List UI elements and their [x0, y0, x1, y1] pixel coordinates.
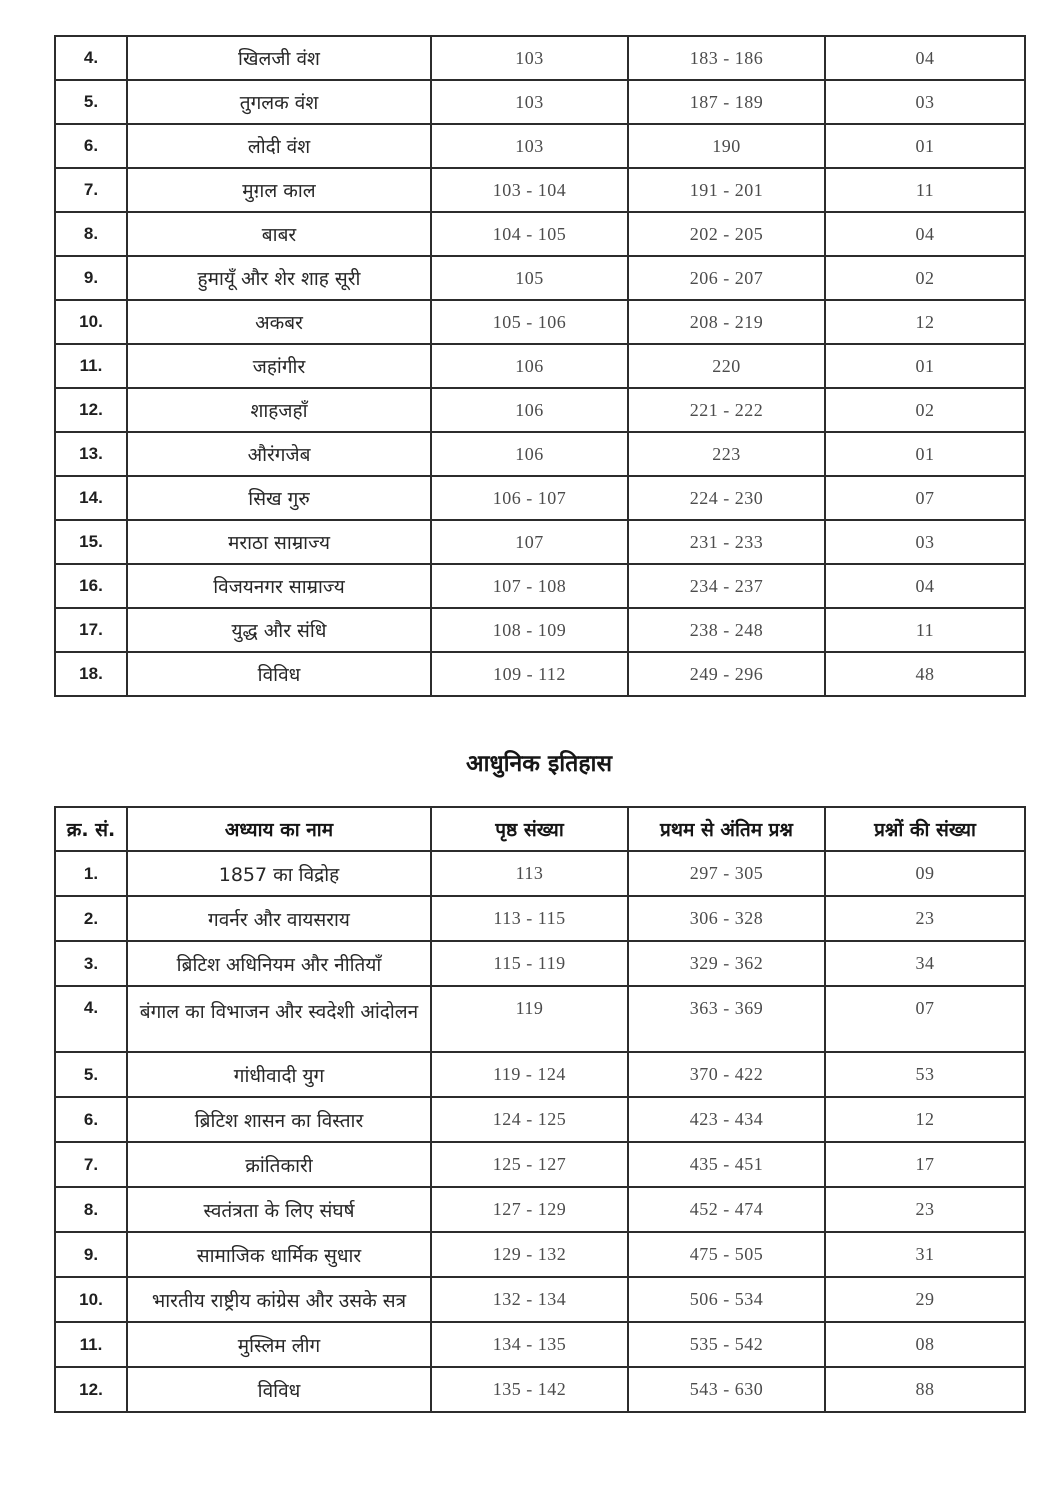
question-count: 04 [825, 36, 1025, 80]
table-row [55, 432, 1025, 476]
table-row [55, 652, 1025, 696]
chapter-name: मराठा साम्राज्य [127, 520, 431, 564]
page-range: 105 - 106 [431, 300, 628, 344]
serial-number: 4. [55, 36, 127, 80]
page-range: 106 - 107 [431, 476, 628, 520]
question-count: 29 [825, 1277, 1025, 1322]
header-row [55, 807, 1025, 851]
serial-number: 9. [55, 1232, 127, 1277]
serial-number: 3. [55, 941, 127, 986]
question-count: 34 [825, 941, 1025, 986]
serial-number: 12. [55, 1367, 127, 1412]
chapter-name: शाहजहाँ [127, 388, 431, 432]
question-range: 249 - 296 [628, 652, 825, 696]
chapter-name: जहांगीर [127, 344, 431, 388]
chapter-name: गवर्नर और वायसराय [127, 896, 431, 941]
question-count: 08 [825, 1322, 1025, 1367]
page-range: 104 - 105 [431, 212, 628, 256]
table-row [55, 212, 1025, 256]
question-range: 190 [628, 124, 825, 168]
question-range: 543 - 630 [628, 1367, 825, 1412]
question-count: 11 [825, 168, 1025, 212]
question-count: 02 [825, 388, 1025, 432]
header-page-number: पृष्ठ संख्या [431, 807, 628, 851]
chapter-name: 1857 का विद्रोह [127, 851, 431, 896]
chapter-name: ब्रिटिश शासन का विस्तार [127, 1097, 431, 1142]
page-range: 134 - 135 [431, 1322, 628, 1367]
question-count: 04 [825, 564, 1025, 608]
table-row [55, 851, 1025, 896]
question-range: 187 - 189 [628, 80, 825, 124]
table-row [55, 1097, 1025, 1142]
table-row [55, 1187, 1025, 1232]
table-row [55, 1052, 1025, 1097]
table-row [55, 1232, 1025, 1277]
table-row [55, 344, 1025, 388]
page-range: 106 [431, 388, 628, 432]
chapter-name: सामाजिक धार्मिक सुधार [127, 1232, 431, 1277]
page-range: 108 - 109 [431, 608, 628, 652]
question-count: 17 [825, 1142, 1025, 1187]
serial-number: 13. [55, 432, 127, 476]
question-count: 04 [825, 212, 1025, 256]
question-count: 88 [825, 1367, 1025, 1412]
header-chapter-name: अध्याय का नाम [127, 807, 431, 851]
serial-number: 4. [55, 986, 127, 1052]
page-range: 135 - 142 [431, 1367, 628, 1412]
table-row [55, 168, 1025, 212]
chapter-name: औरंगजेब [127, 432, 431, 476]
page-range: 103 [431, 124, 628, 168]
chapter-name: अकबर [127, 300, 431, 344]
table-row [55, 256, 1025, 300]
question-range: 306 - 328 [628, 896, 825, 941]
serial-number: 5. [55, 80, 127, 124]
page-range: 113 [431, 851, 628, 896]
question-count: 01 [825, 432, 1025, 476]
serial-number: 8. [55, 212, 127, 256]
question-range: 363 - 369 [628, 986, 825, 1052]
question-count: 12 [825, 300, 1025, 344]
chapter-name: मुस्लिम लीग [127, 1322, 431, 1367]
question-count: 02 [825, 256, 1025, 300]
question-range: 220 [628, 344, 825, 388]
chapter-name: ब्रिटिश अधिनियम और नीतियाँ [127, 941, 431, 986]
page-range: 107 [431, 520, 628, 564]
chapter-name: गांधीवादी युग [127, 1052, 431, 1097]
chapter-name: सिख गुरु [127, 476, 431, 520]
serial-number: 16. [55, 564, 127, 608]
medieval-history-table [54, 35, 1026, 697]
question-range: 202 - 205 [628, 212, 825, 256]
chapter-name: तुगलक वंश [127, 80, 431, 124]
serial-number: 15. [55, 520, 127, 564]
chapter-name: विविध [127, 652, 431, 696]
serial-number: 5. [55, 1052, 127, 1097]
question-count: 01 [825, 344, 1025, 388]
question-range: 329 - 362 [628, 941, 825, 986]
serial-number: 6. [55, 1097, 127, 1142]
question-range: 452 - 474 [628, 1187, 825, 1232]
question-range: 506 - 534 [628, 1277, 825, 1322]
question-count: 31 [825, 1232, 1025, 1277]
page-range: 103 [431, 36, 628, 80]
table-row [55, 520, 1025, 564]
chapter-name: युद्ध और संधि [127, 608, 431, 652]
question-range: 535 - 542 [628, 1322, 825, 1367]
modern-history-table [54, 806, 1026, 1413]
serial-number: 10. [55, 1277, 127, 1322]
page-range: 124 - 125 [431, 1097, 628, 1142]
question-range: 475 - 505 [628, 1232, 825, 1277]
question-count: 23 [825, 1187, 1025, 1232]
question-range: 224 - 230 [628, 476, 825, 520]
page-range: 132 - 134 [431, 1277, 628, 1322]
table-row [55, 300, 1025, 344]
page-range: 106 [431, 344, 628, 388]
serial-number: 10. [55, 300, 127, 344]
question-count: 09 [825, 851, 1025, 896]
question-count: 03 [825, 80, 1025, 124]
header-question-count: प्रश्नों की संख्या [825, 807, 1025, 851]
table-row [55, 124, 1025, 168]
table-row [55, 36, 1025, 80]
header-question-range: प्रथम से अंतिम प्रश्न [628, 807, 825, 851]
question-range: 231 - 233 [628, 520, 825, 564]
question-count: 11 [825, 608, 1025, 652]
serial-number: 1. [55, 851, 127, 896]
serial-number: 18. [55, 652, 127, 696]
chapter-name: बंगाल का विभाजन और स्वदेशी आंदोलन [127, 986, 431, 1052]
question-range: 370 - 422 [628, 1052, 825, 1097]
table-row [55, 388, 1025, 432]
question-range: 238 - 248 [628, 608, 825, 652]
page-range: 103 [431, 80, 628, 124]
page-range: 113 - 115 [431, 896, 628, 941]
table-row [55, 476, 1025, 520]
question-count: 12 [825, 1097, 1025, 1142]
table-row [55, 608, 1025, 652]
serial-number: 2. [55, 896, 127, 941]
question-count: 07 [825, 986, 1025, 1052]
table-row [55, 941, 1025, 986]
page-range: 115 - 119 [431, 941, 628, 986]
question-range: 191 - 201 [628, 168, 825, 212]
question-count: 48 [825, 652, 1025, 696]
page-range: 109 - 112 [431, 652, 628, 696]
question-range: 423 - 434 [628, 1097, 825, 1142]
page-range: 127 - 129 [431, 1187, 628, 1232]
serial-number: 9. [55, 256, 127, 300]
question-count: 07 [825, 476, 1025, 520]
serial-number: 8. [55, 1187, 127, 1232]
chapter-name: विजयनगर साम्राज्य [127, 564, 431, 608]
page-range: 125 - 127 [431, 1142, 628, 1187]
table-row [55, 80, 1025, 124]
serial-number: 11. [55, 1322, 127, 1367]
chapter-name: विविध [127, 1367, 431, 1412]
question-range: 183 - 186 [628, 36, 825, 80]
section-title: आधुनिक इतिहास [465, 751, 613, 777]
page-range: 105 [431, 256, 628, 300]
page-range: 107 - 108 [431, 564, 628, 608]
question-range: 435 - 451 [628, 1142, 825, 1187]
chapter-name: बाबर [127, 212, 431, 256]
table-row [55, 1277, 1025, 1322]
serial-number: 7. [55, 1142, 127, 1187]
chapter-name: मुग़ल काल [127, 168, 431, 212]
question-count: 03 [825, 520, 1025, 564]
table-row [55, 1367, 1025, 1412]
question-range: 208 - 219 [628, 300, 825, 344]
serial-number: 11. [55, 344, 127, 388]
table-row [55, 896, 1025, 941]
page-range: 106 [431, 432, 628, 476]
chapter-name: भारतीय राष्ट्रीय कांग्रेस और उसके सत्र [127, 1277, 431, 1322]
serial-number: 7. [55, 168, 127, 212]
serial-number: 6. [55, 124, 127, 168]
question-count: 23 [825, 896, 1025, 941]
table-row [55, 1322, 1025, 1367]
chapter-name: खिलजी वंश [127, 36, 431, 80]
chapter-name: हुमायूँ और शेर शाह सूरी [127, 256, 431, 300]
chapter-name: स्वतंत्रता के लिए संघर्ष [127, 1187, 431, 1232]
page-range: 129 - 132 [431, 1232, 628, 1277]
serial-number: 12. [55, 388, 127, 432]
question-range: 221 - 222 [628, 388, 825, 432]
page-range: 103 - 104 [431, 168, 628, 212]
table-row [55, 564, 1025, 608]
question-range: 223 [628, 432, 825, 476]
question-range: 206 - 207 [628, 256, 825, 300]
serial-number: 14. [55, 476, 127, 520]
question-count: 53 [825, 1052, 1025, 1097]
page-range: 119 - 124 [431, 1052, 628, 1097]
chapter-name: क्रांतिकारी [127, 1142, 431, 1187]
table-row [55, 1142, 1025, 1187]
question-range: 234 - 237 [628, 564, 825, 608]
table-row [55, 986, 1025, 1052]
header-serial-number: क्र. सं. [55, 807, 127, 851]
chapter-name: लोदी वंश [127, 124, 431, 168]
page-range: 119 [431, 986, 628, 1052]
question-count: 01 [825, 124, 1025, 168]
serial-number: 17. [55, 608, 127, 652]
question-range: 297 - 305 [628, 851, 825, 896]
